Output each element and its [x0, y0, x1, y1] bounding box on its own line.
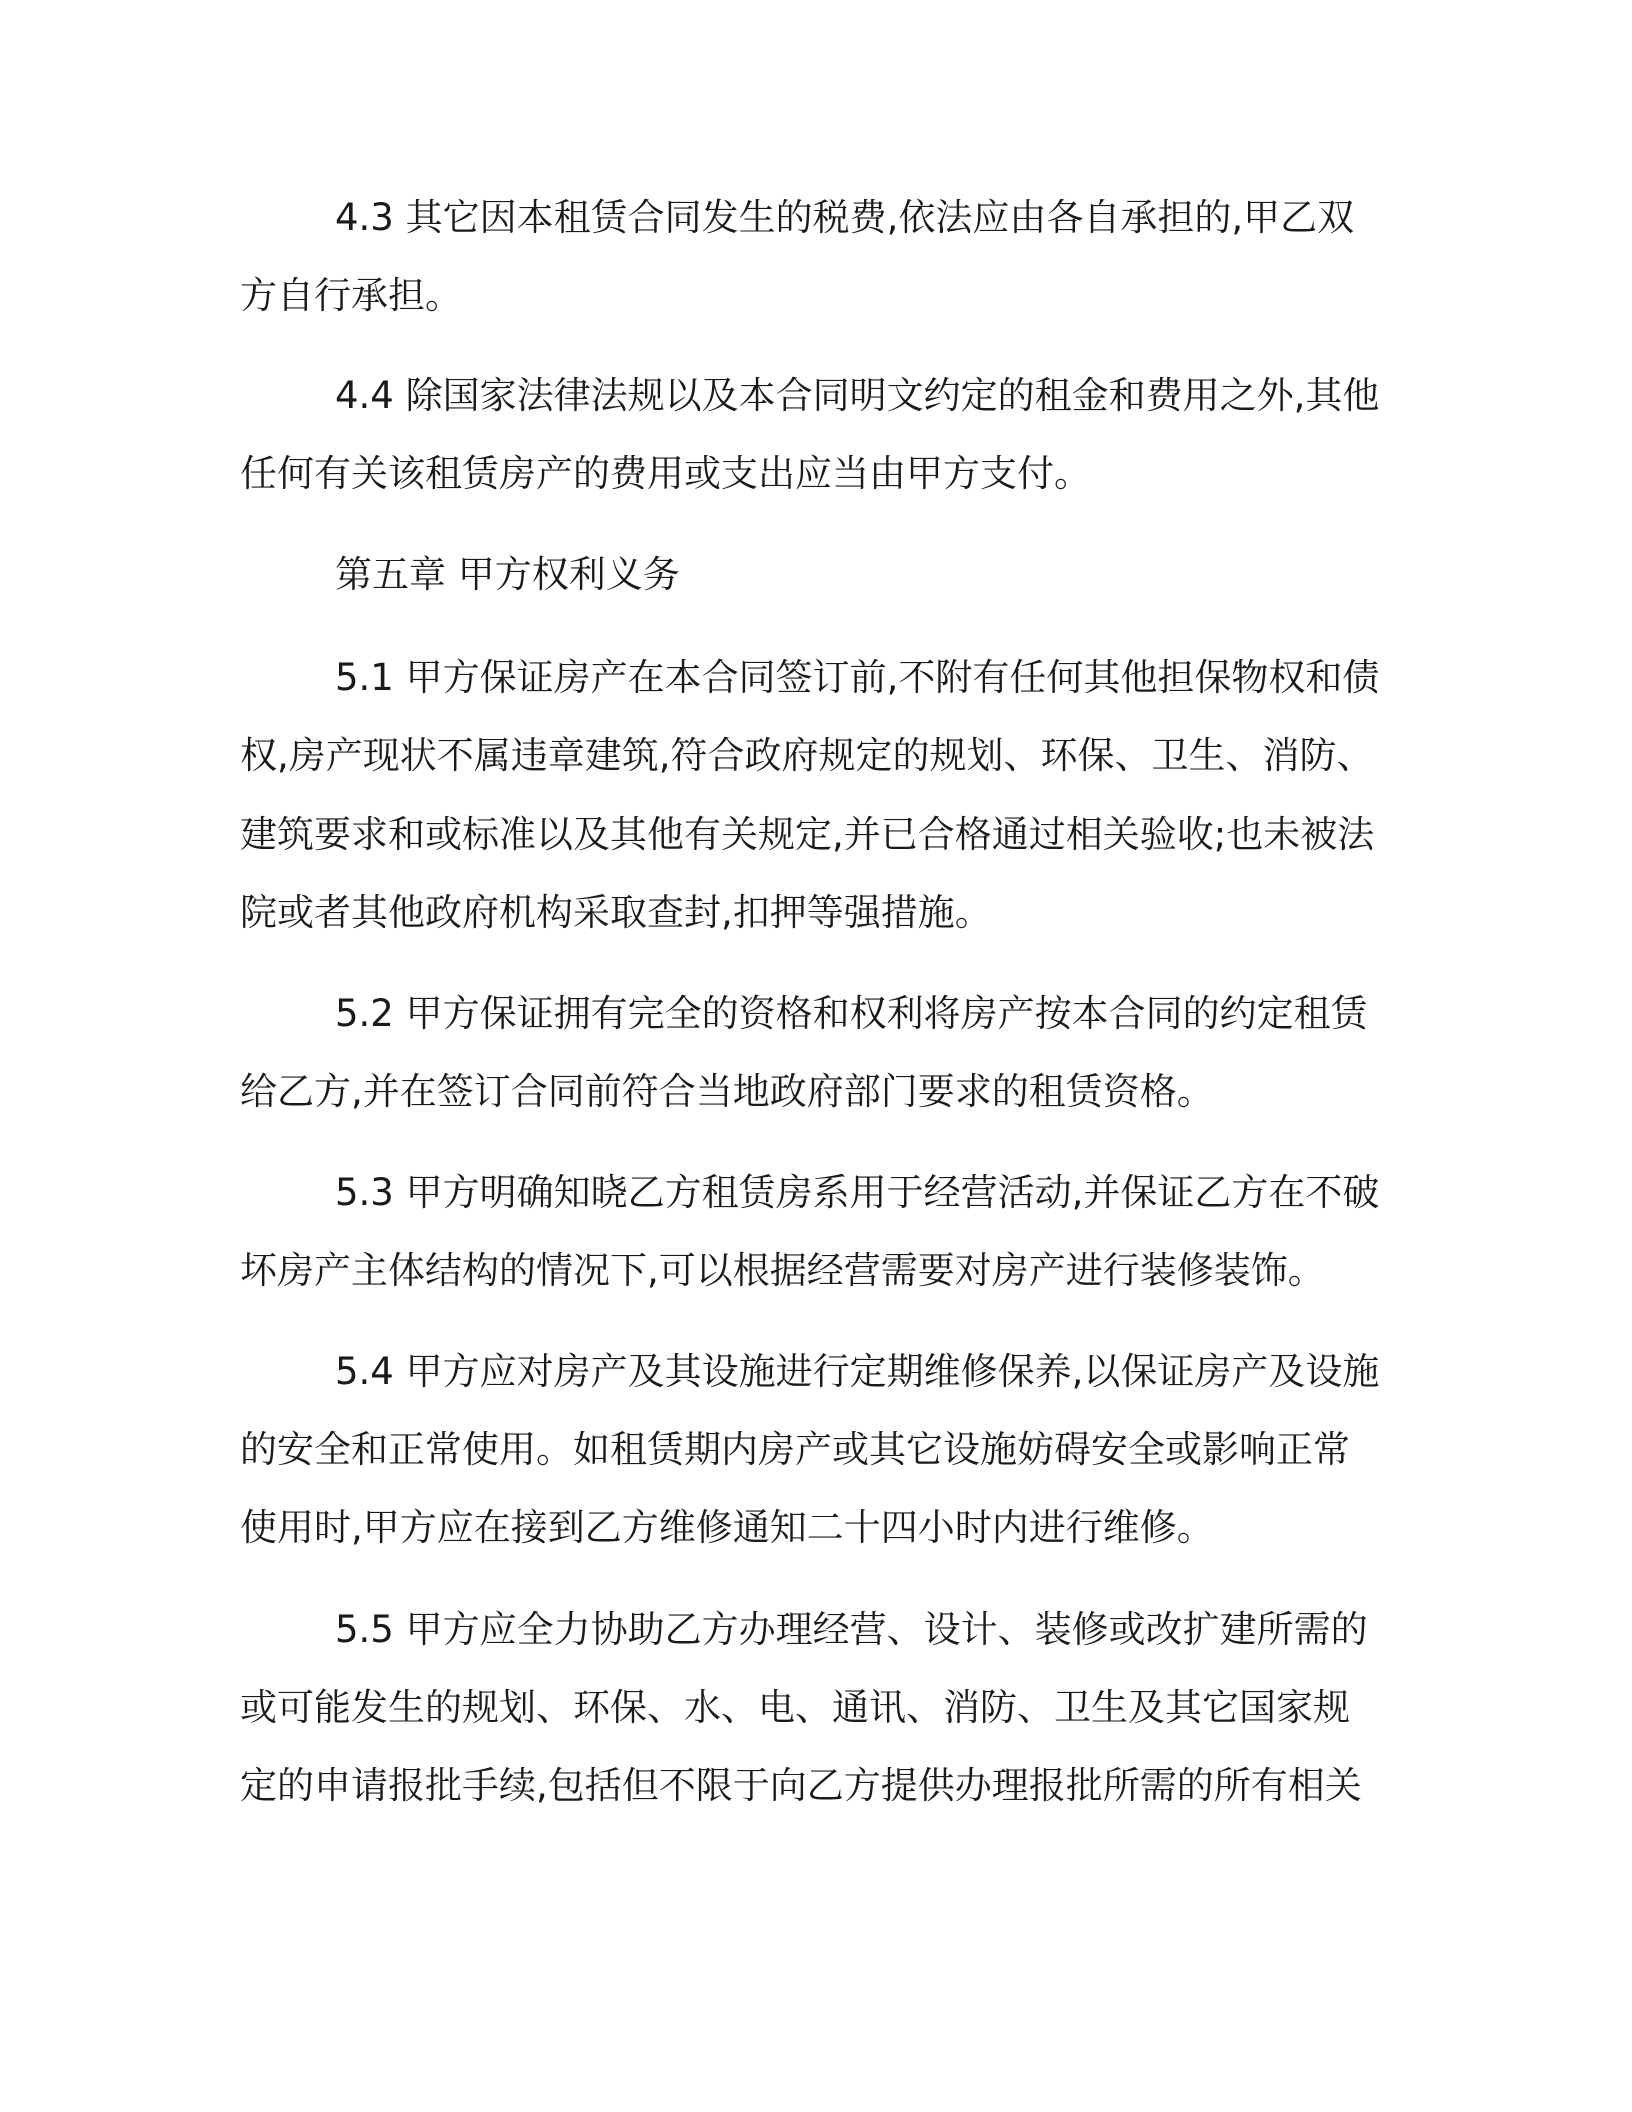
clause-5-5-line-3: 定的申请报批手续,包括但不限于向乙方提供办理报批所需的所有相关 — [240, 1764, 1362, 1807]
clause-4-4-line-1: 4.4 除国家法律法规以及本合同明文约定的租金和费用之外,其他 — [335, 374, 1380, 417]
clause-5-1-line-1: 5.1 甲方保证房产在本合同签订前,不附有任何其他担保物权和债 — [335, 656, 1380, 699]
clause-5-1-line-4: 院或者其他政府机构采取查封,扣押等强措施。 — [240, 891, 992, 934]
clause-5-5-line-1: 5.5 甲方应全力协助乙方办理经营、设计、装修或改扩建所需的 — [335, 1608, 1368, 1651]
clause-4-3-line-1: 4.3 其它因本租赁合同发生的税费,依法应由各自承担的,甲乙双 — [335, 196, 1355, 239]
clause-5-3-line-1: 5.3 甲方明确知晓乙方租赁房系用于经营活动,并保证乙方在不破 — [335, 1171, 1380, 1214]
clause-5-2-line-2: 给乙方,并在签订合同前符合当地政府部门要求的租赁资格。 — [240, 1070, 1214, 1113]
clause-5-1-line-2: 权,房产现状不属违章建筑,符合政府规定的规划、环保、卫生、消防、 — [240, 734, 1374, 777]
clause-4-4-line-2: 任何有关该租赁房产的费用或支出应当由甲方支付。 — [240, 452, 1091, 495]
clause-5-4-line-1: 5.4 甲方应对房产及其设施进行定期维修保养,以保证房产及设施 — [335, 1350, 1380, 1393]
chapter-5-heading: 第五章 甲方权利义务 — [335, 553, 680, 596]
clause-5-1-line-3: 建筑要求和或标准以及其他有关规定,并已合格通过相关验收;也未被法 — [240, 813, 1375, 856]
clause-4-3-line-2: 方自行承担。 — [240, 274, 462, 317]
clause-5-5-line-2: 或可能发生的规划、环保、水、电、通讯、消防、卫生及其它国家规 — [240, 1686, 1350, 1729]
clause-5-2-line-1: 5.2 甲方保证拥有完全的资格和权利将房产按本合同的约定租赁 — [335, 992, 1368, 1035]
clause-5-3-line-2: 坏房产主体结构的情况下,可以根据经营需要对房产进行装修装饰。 — [240, 1249, 1325, 1292]
clause-5-4-line-3: 使用时,甲方应在接到乙方维修通知二十四小时内进行维修。 — [240, 1506, 1214, 1549]
clause-5-4-line-2: 的安全和正常使用。如租赁期内房产或其它设施妨碍安全或影响正常 — [240, 1428, 1350, 1471]
